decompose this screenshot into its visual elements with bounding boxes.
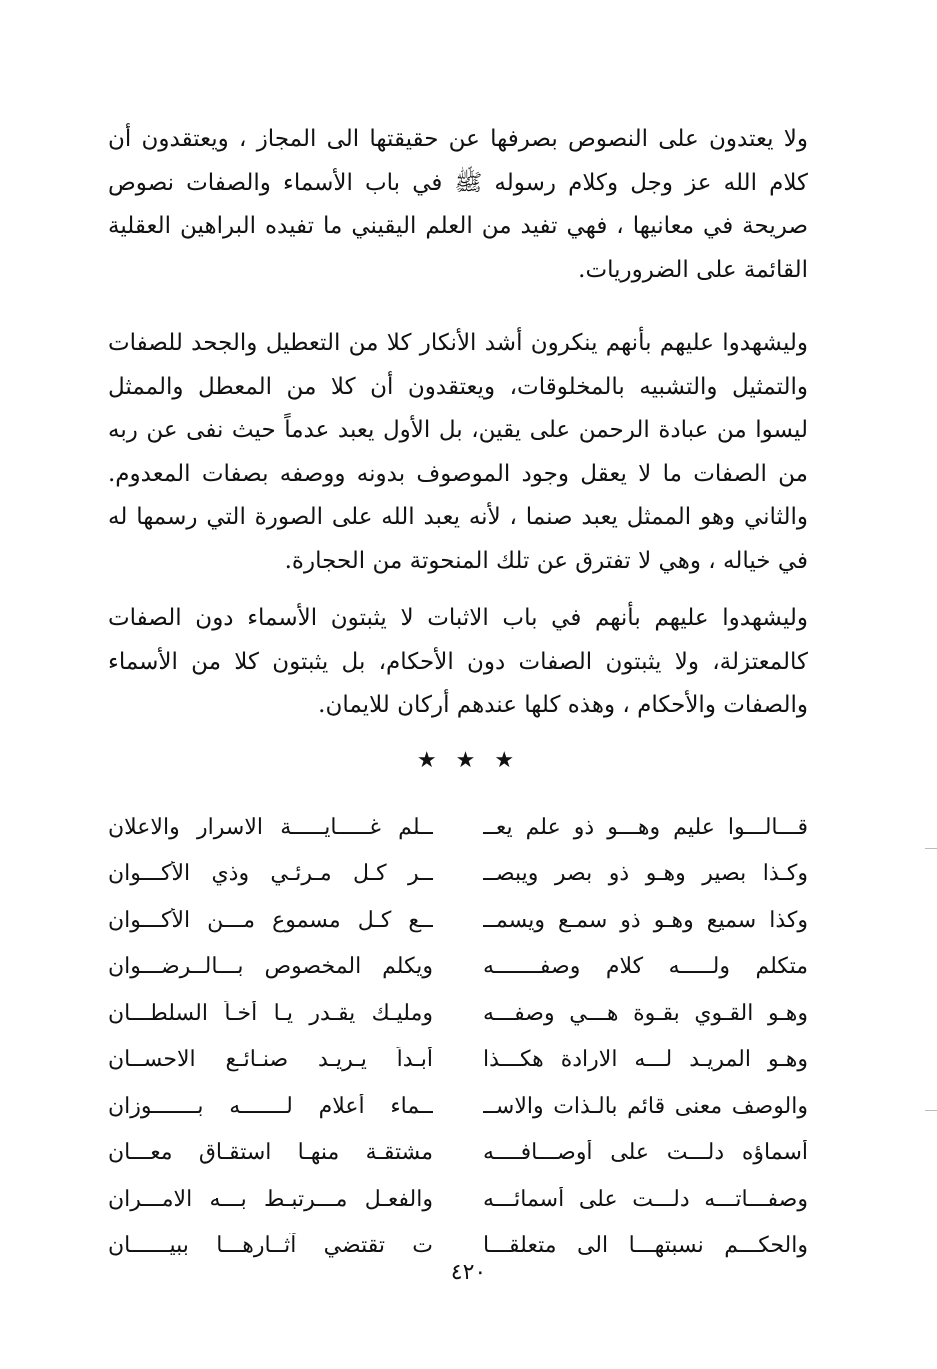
verse-first-hemistich: وكـذا بصير وهـو ذو بصر ويبصــ: [483, 861, 808, 887]
verse-second-hemistich: ــلم غـــــايـــــة الاسرار والاعلان: [108, 814, 433, 840]
poem-verse: [108, 897, 808, 944]
verse-first-hemistich: قـــالـــوا عليم وهـــو ذو علم يعــ: [483, 814, 808, 840]
verse-second-hemistich: أبـداً يـريـد صنـائـع الاحســان: [108, 1047, 433, 1073]
verse-second-hemistich: ــر كـل مـرئـي وذي الأكـــوان: [108, 861, 433, 887]
verse-first-hemistich: متكلم ولـــــه كلام وصفـــــــه: [483, 954, 808, 980]
poem-verse: [108, 1037, 808, 1084]
verse-first-hemistich: والحكـــم نسبتهـــا الى متعلقـــا: [483, 1233, 808, 1259]
poem: [108, 804, 808, 1269]
poem-verse: [108, 1130, 808, 1177]
verse-first-hemistich: وكذا سميع وهـو ذو سمـع ويسمــ: [483, 907, 808, 933]
verse-second-hemistich: والفعـل مـــرتبـط بـــه الامـــران: [108, 1186, 433, 1212]
page-number: ٤٢٠: [450, 1260, 487, 1285]
verse-first-hemistich: وهـو القـوي بقـوة هـــي وصفـــه: [483, 1000, 808, 1026]
verse-second-hemistich: ــماء أعلام لـــــــه بـــــــوزان: [108, 1093, 433, 1119]
verse-second-hemistich: ت تقتضي آثــارهـــا ببيــــــان: [108, 1233, 433, 1259]
paragraph-3: وليشهدوا عليهم بأنهم في باب الاثبات لا يثبتون الأسماء دون الصفات كالمعتزلة، ولا يثبتون الصفات دون الأحكام، بل يثبتون كلا من الأسماء والصفات والأحكام ، وهذه كلها عندهم أركان للايمان.: [108, 605, 808, 718]
verse-first-hemistich: وصفـــاتـــه دلـــت على أسمائـــه: [483, 1186, 808, 1212]
section-separator: ★ ★ ★: [416, 748, 521, 773]
poem-verse: [108, 944, 808, 991]
paragraph-2: وليشهدوا عليهم بأنهم ينكرون أشد الأنكار كلا من التعطيل والجحد للصفات والتمثيل والتشبيه بالمخلوقات، ويعتقدون أن كلا من المعطل والممثل ليسوا من عبادة الرحمن على يقين، بل الأول يعبد عدماً حيث نفى عن ربه من الصفات ما لا يعقل وجود الموصوف بدونه ووصفه بصفات المعدوم. والثاني وهو الممثل يعبد صنما ، لأنه يعبد الله على الصورة التي رسمها له في خياله ، وهي لا تفترق عن تلك المنحوتة من الحجارة.: [108, 330, 808, 574]
poem-verse: [108, 1083, 808, 1130]
verse-first-hemistich: وهـو المريـد لـــه الارادة هكـــذا: [483, 1047, 808, 1073]
poem-verse: [108, 990, 808, 1037]
poem-verse: [108, 804, 808, 851]
verse-first-hemistich: والوصف معنى قائم بالـذات والاســ: [483, 1093, 808, 1119]
verse-second-hemistich: مشتقـة منهـا استقـاق معـــان: [108, 1140, 433, 1166]
verse-second-hemistich: ويكلم المخصوص بـــالــرضـــوان: [108, 954, 433, 980]
poem-verse: [108, 1176, 808, 1223]
verse-first-hemistich: أسماؤه دلـــت على أوصـــافــــه: [483, 1140, 808, 1166]
verse-second-hemistich: ومليـك يقـدر يـا أخـاً السلطـــان: [108, 1000, 433, 1026]
verse-second-hemistich: ــع كـل مسموع مـــن الأكـــوان: [108, 907, 433, 933]
paragraph-1: ولا يعتدون على النصوص بصرفها عن حقيقتها الى المجاز ، ويعتقدون أن كلام الله عز وجل وكلام رسوله ﷺ في باب الأسماء والصفات نصوص صريحة في معانيها ، فهي تفيد من العلم اليقيني ما تفيده البراهين العقلية القائمة على الضروريات.: [108, 126, 808, 283]
poem-verse: [108, 851, 808, 898]
scan-edge-mark: [925, 848, 937, 849]
scan-edge-mark: [925, 1110, 937, 1111]
